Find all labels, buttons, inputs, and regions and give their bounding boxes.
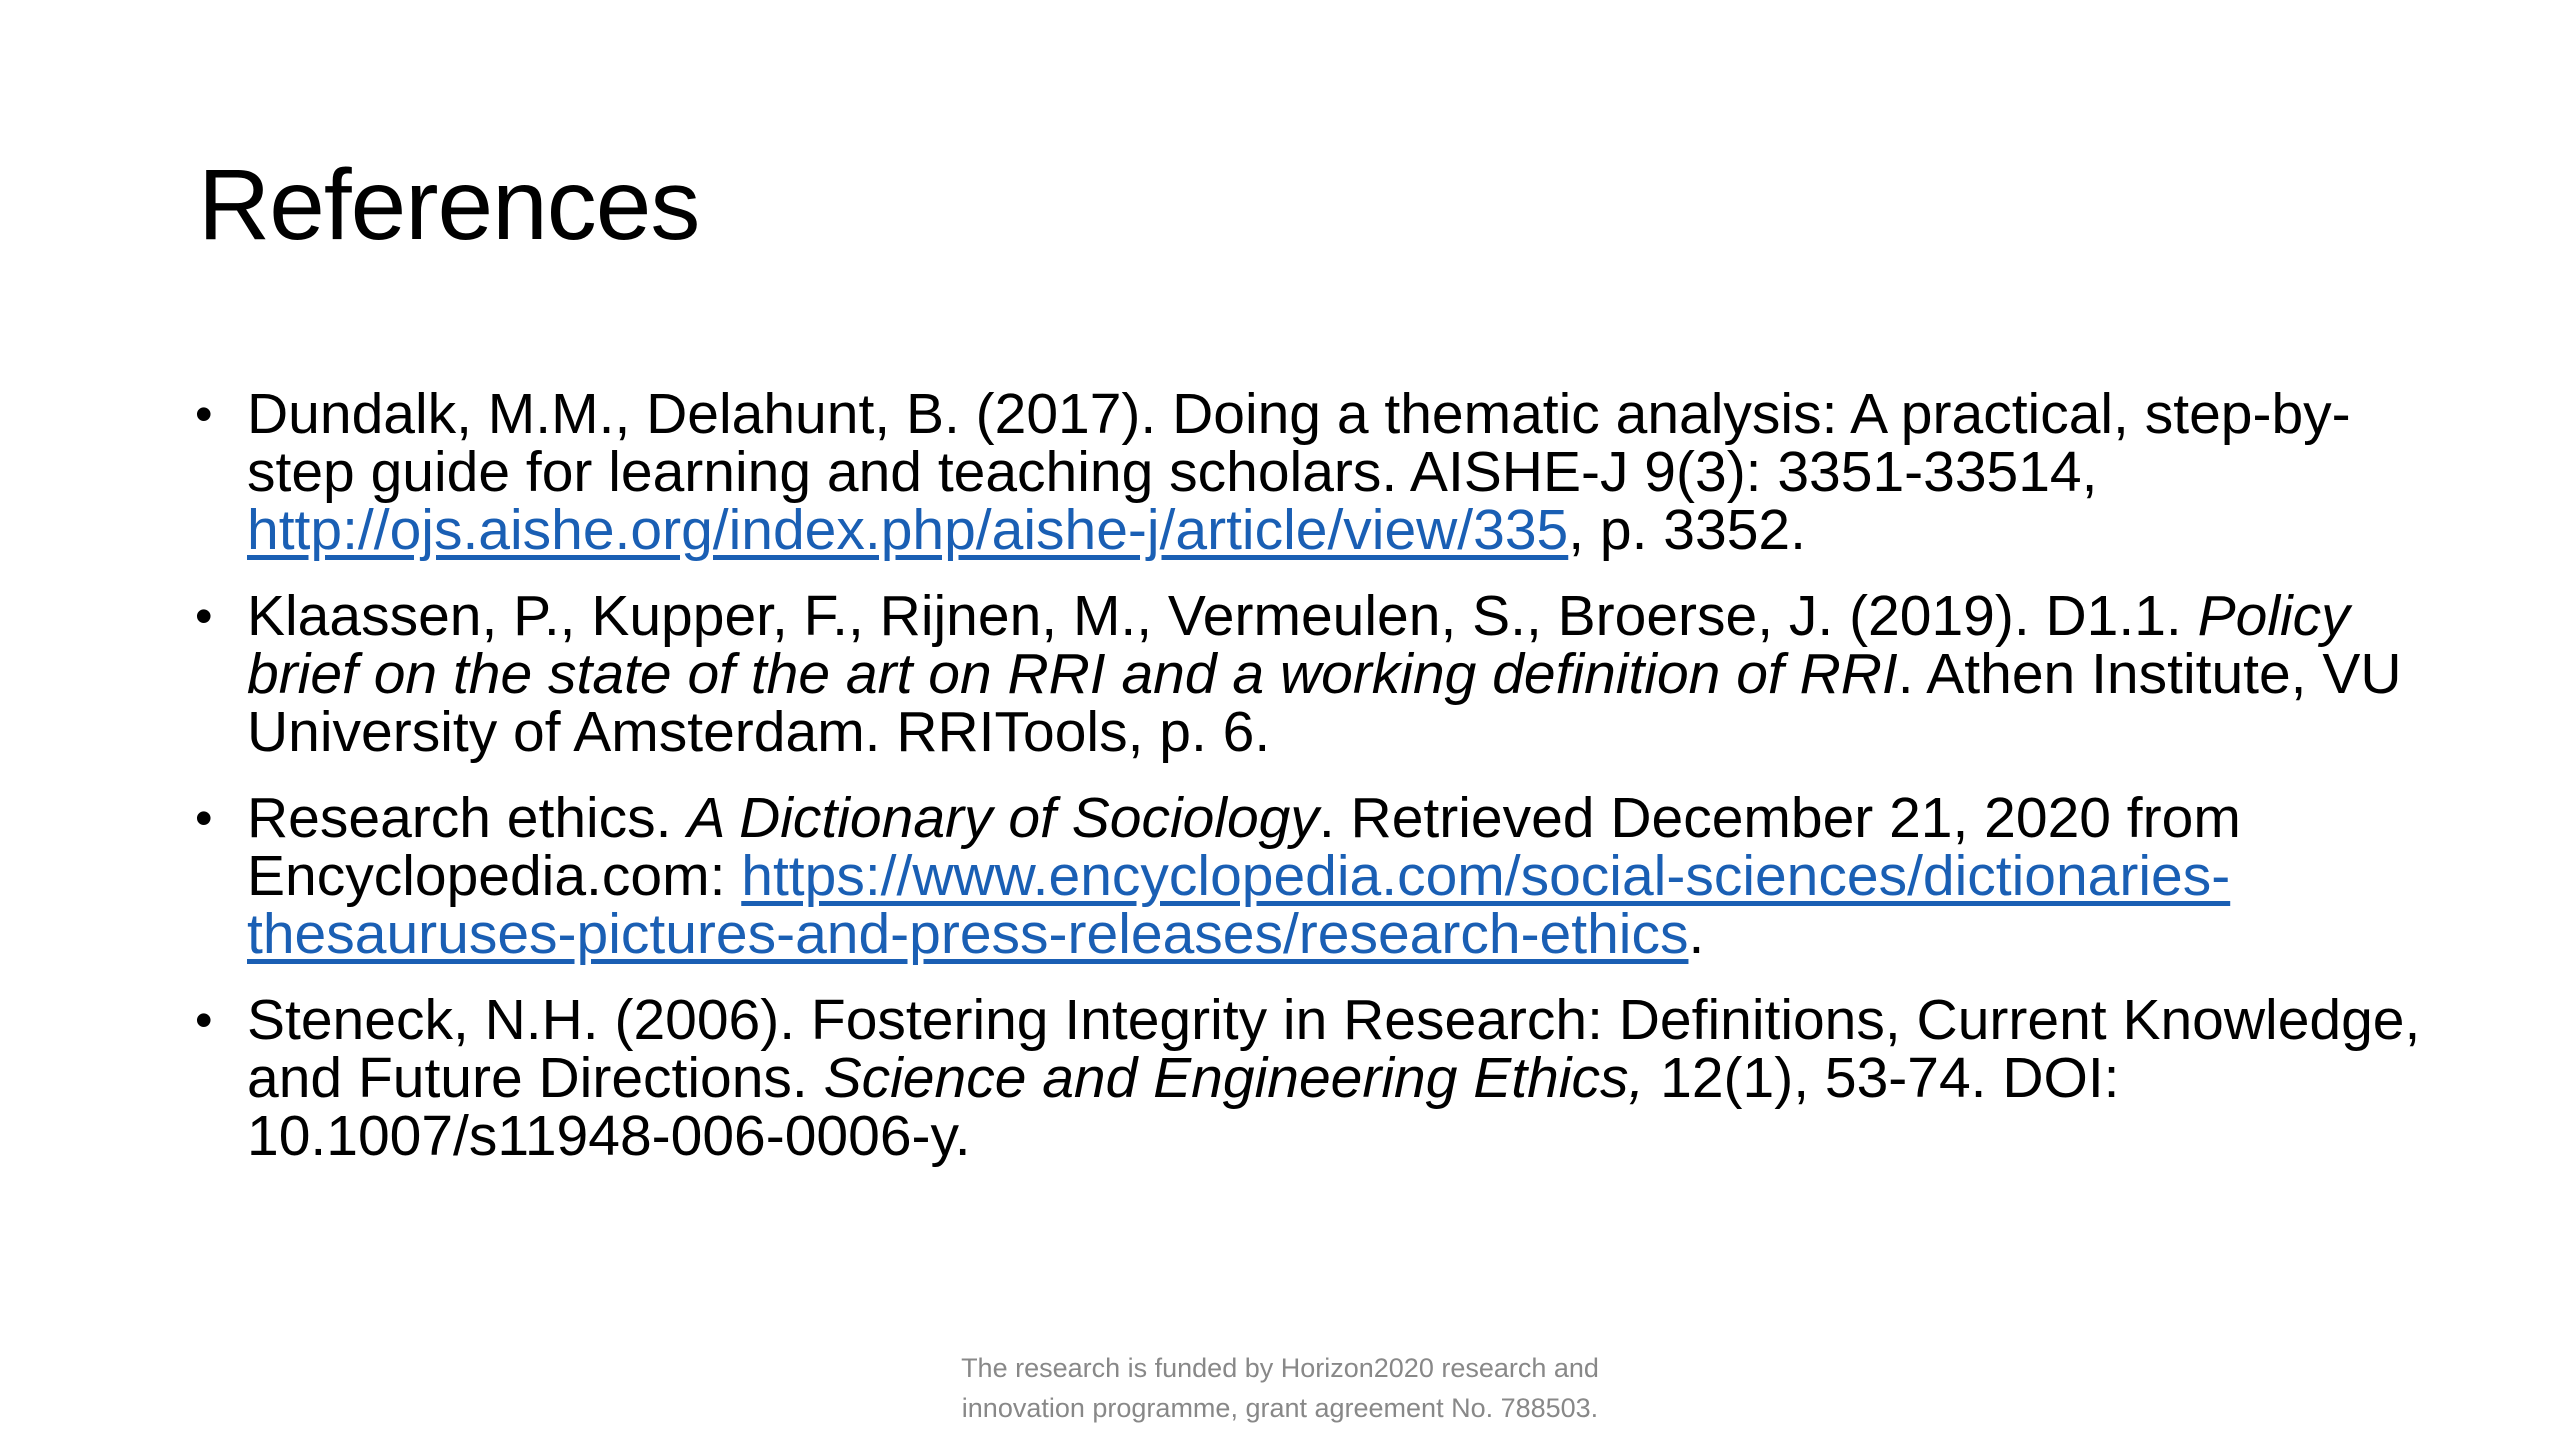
reference-item	[195, 584, 2425, 764]
reference-text: Dundalk, M.M., Delahunt, B. (2017). Doing a thematic analysis: A practical, step-by-step guide for learning and teaching scholars. AISHE-J 9(3): 3351-33514,	[247, 382, 2351, 504]
reference-text: Research ethics.	[247, 786, 688, 850]
bullet-icon: •	[195, 588, 213, 644]
footer-line: innovation programme, grant agreement No. 788503.	[961, 1393, 1599, 1423]
bullet-icon: •	[195, 790, 213, 846]
references-list	[195, 382, 2425, 1193]
slide-title: References	[198, 149, 700, 261]
reference-title-italic: Policy brief on the state of the art on RRI and a working definition of RRI	[247, 584, 2350, 706]
reference-text: 12(1), 53-74. DOI: 10.1007/s11948-006-0006-y.	[247, 1046, 2120, 1168]
reference-link[interactable]: https://www.encyclopedia.com/social-sciences/dictionaries-thesauruses-pictures-and-press-releases/research-ethics	[247, 844, 2231, 966]
funding-footer	[0, 1348, 2560, 1428]
reference-title-italic: Science and Engineering Ethics,	[823, 1046, 1645, 1110]
reference-text: . Retrieved December 21, 2020 from Encyclopedia.com:	[247, 786, 2241, 908]
reference-item	[195, 786, 2425, 966]
reference-title-italic: A Dictionary of Sociology	[687, 786, 1319, 850]
bullet-icon: •	[195, 386, 213, 442]
reference-text: , p. 3352.	[1568, 498, 1806, 562]
reference-text: .	[1688, 902, 1705, 966]
reference-text: . Athen Institute, VU University of Amsterdam. RRITools, p. 6.	[247, 642, 2402, 764]
reference-text: Steneck, N.H. (2006). Fostering Integrity in Research: Definitions, Current Knowledge, and Future Directions.	[247, 988, 2421, 1110]
reference-text: Klaassen, P., Kupper, F., Rijnen, M., Vermeulen, S., Broerse, J. (2019). D1.1.	[247, 584, 2198, 648]
reference-link[interactable]: http://ojs.aishe.org/index.php/aishe-j/article/view/335	[247, 498, 1569, 562]
bullet-icon: •	[195, 992, 213, 1048]
footer-line: The research is funded by Horizon2020 research and	[961, 1353, 1599, 1383]
reference-item	[195, 988, 2425, 1168]
reference-item	[195, 382, 2425, 562]
